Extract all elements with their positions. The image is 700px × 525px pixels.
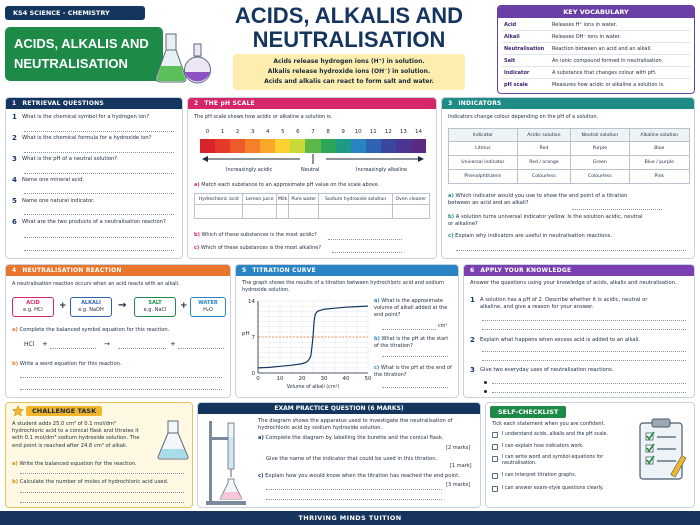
answer-line[interactable] (492, 383, 686, 384)
vocab-def: Reaction between an acid and an alkali. (552, 46, 652, 52)
section-title: APPLY YOUR KNOWLEDGE (480, 267, 572, 274)
ph-intro: The pH scale shows how acidic or alkaline a solution is. (194, 114, 333, 120)
salt-box (134, 297, 176, 317)
water-example: H₂O (203, 307, 213, 313)
substance-cell: Pure water (289, 194, 319, 205)
ph-colour-block (351, 139, 367, 153)
question-text: What is the approximate volume of alkali added at the end point? (374, 298, 448, 318)
alkali-box (70, 297, 112, 317)
equation-blank[interactable] (178, 348, 224, 349)
question (470, 337, 688, 344)
water-label: WATER (198, 300, 218, 306)
answer-line[interactable] (24, 214, 174, 215)
question-text: What is the pH at the end of the titration? (374, 365, 452, 378)
vocab-row (502, 68, 690, 79)
question-number: 5 (12, 197, 17, 205)
question-text: What is the pH at the start of the titration? (374, 336, 449, 349)
question-text: What is the chemical symbol for a hydrogen ion? (22, 114, 150, 120)
question-a: a) What is the approximate volume of alkali added at the end point? (374, 298, 448, 318)
ph-colour-block (230, 139, 246, 153)
question-number: 1 (470, 296, 475, 304)
checklist-item: I understand acids, alkalis and the pH scale. (502, 432, 609, 437)
question-text: Complete the balanced symbol equation for this reaction. (19, 327, 170, 333)
question (12, 135, 176, 142)
substance-row (195, 194, 430, 205)
substance-cell: Lemon juice (243, 194, 277, 205)
acid-box (12, 297, 54, 317)
answer-line[interactable] (266, 499, 442, 500)
checklist-item: I can explain how indicators work. (502, 444, 584, 449)
question (12, 156, 176, 163)
answer-line[interactable] (456, 250, 686, 251)
ph-colour-block (396, 139, 412, 153)
question-c: c) Explain why indicators are useful in neutralisation reactions. (448, 233, 612, 239)
ph-number: 12 (384, 129, 392, 135)
ph-scale-header (188, 98, 436, 109)
section-number: 3 (448, 100, 453, 107)
vocab-def: Measures how acidic or alkaline a solution is. (552, 82, 665, 88)
question-text: A solution turns universal indicator yellow. Is the solution acidic, neutral or alkaline? (448, 214, 643, 227)
checkbox[interactable] (492, 456, 498, 462)
ph-colour-bar (200, 139, 426, 153)
indicators-panel (441, 97, 695, 259)
table-cell: Green (571, 156, 630, 170)
vocab-term: Alkali (504, 34, 520, 40)
checkbox[interactable] (492, 486, 498, 492)
answer-line[interactable] (24, 193, 174, 194)
answer-line[interactable] (20, 389, 222, 390)
section-title: RETRIEVAL QUESTIONS (22, 100, 104, 107)
plus-sign: + (59, 301, 67, 311)
main-title-line2: NEUTRALISATION (252, 27, 446, 52)
section-number: 2 (194, 100, 199, 107)
checkbox[interactable] (492, 444, 498, 450)
answer-cell[interactable] (392, 205, 429, 219)
ph-colour-block (275, 139, 291, 153)
question-c: c) Which of these substances is the most alkaline? (194, 245, 321, 251)
section-number: 4 (12, 267, 17, 274)
marks-a: [2 marks] (446, 445, 471, 451)
question-number: 2 (470, 336, 475, 344)
question-a: a) Write the balanced equation for the reaction. (12, 461, 137, 467)
answer-line[interactable] (24, 250, 174, 251)
apply-header (464, 265, 694, 276)
section-number: 6 (470, 267, 475, 274)
question-number: 1 (12, 113, 17, 121)
question-text: Name one mineral acid. (22, 177, 85, 183)
ph-number: 9 (341, 129, 345, 135)
answer-cell[interactable] (319, 205, 392, 219)
marks-b: [1 mark] (450, 463, 472, 469)
ph-number: 8 (326, 129, 330, 135)
ph-number: 14 (414, 129, 422, 135)
challenge-text: A student adds 25.0 cm³ of 0.1 mol/dm³ hydrochloric acid to a conical flask and titrates it with 0.1 mol/dm³ sodium hydroxide solution. The end point is reached after 24.8 cm³ of alkali. (12, 421, 140, 449)
table-cell: Purple (571, 142, 630, 156)
checklist-item: I can answer exam-style questions clearly. (502, 486, 604, 491)
salt-label: SALT (148, 300, 162, 306)
answer-line[interactable] (24, 131, 174, 132)
ph-number: 2 (235, 129, 240, 135)
ph-colour-block (245, 139, 261, 153)
alkaline-arrowhead (418, 156, 424, 162)
exam-title: EXAM PRACTICE QUESTION (6 MARKS) (198, 403, 480, 414)
title-badge (5, 27, 163, 81)
answer-line[interactable] (266, 489, 442, 490)
ph-number: 13 (399, 129, 407, 135)
question-text: Match each substance to an approximate pH value on the scale above. (201, 182, 380, 188)
checkbox[interactable] (492, 432, 498, 438)
acid-label: ACID (26, 300, 40, 306)
question-b (266, 456, 466, 462)
question-b: b) A solution turns universal indicator yellow. Is the solution acidic, neutral or alkaline? (448, 214, 643, 227)
apply-panel (463, 264, 695, 398)
summary-line-2: Alkalis release hydroxide ions (OH⁻) in solution. (267, 68, 431, 75)
question-text: Explain how you would know when the titration has reached the end point. (265, 473, 460, 479)
question-text: Complete the diagram by labelling the burette and the conical flask. (265, 435, 444, 441)
reaction-arrow: → (118, 300, 127, 311)
section-title: NEUTRALISATION REACTION (22, 267, 122, 274)
acid-arrowhead (202, 156, 208, 162)
plus-sign: + (42, 340, 48, 348)
label-acidic: Increasingly acidic (226, 167, 273, 173)
alkali-label: ALKALI (81, 300, 101, 306)
question-text: What is the pH of a neutral solution? (22, 156, 118, 162)
ph-colour-block (381, 139, 397, 153)
answer-line[interactable] (20, 502, 184, 503)
badge-title-line2: NEUTRALISATION (14, 56, 128, 71)
titration-chart (238, 295, 376, 397)
titration-header (236, 265, 458, 276)
section-title: THE pH SCALE (204, 100, 255, 107)
question-a: a) Match each substance to an approximate pH value on the scale above. (194, 182, 380, 188)
question-a: a) Complete the diagram by labelling the burette and the conical flask. (258, 435, 444, 441)
column-header: Indicator (449, 129, 518, 142)
clipboard-checklist-icon (636, 417, 690, 481)
flask-purple-icon (185, 44, 211, 83)
ph-colour-block (321, 139, 337, 153)
substance-table (194, 193, 430, 219)
answer-line[interactable] (382, 329, 436, 330)
x-tick-label: 40 (342, 376, 350, 382)
checklist-item: I can write word and symbol equations for neutralisation. (502, 455, 604, 466)
table-row (449, 170, 690, 184)
question-c: c) Explain how you would know when the titration has reached the end point. (258, 473, 460, 479)
x-tick-label: 20 (298, 376, 306, 382)
checklist-title: SELF-CHECKLIST (490, 406, 566, 418)
section-number: 5 (242, 267, 247, 274)
table-cell: Blue / purple (629, 156, 689, 170)
conical-flask-icon (156, 419, 190, 461)
answer-line[interactable] (382, 387, 448, 388)
question-number: 2 (12, 134, 17, 142)
answer-line[interactable] (482, 320, 686, 321)
question-text: Which indicator would you use to show the end point of a titration between an acid and an alkali? (448, 193, 628, 206)
question-text: Explain what happens when excess acid is added to an alkali. (480, 337, 641, 343)
question (12, 177, 176, 184)
titration-apparatus-icon (204, 417, 252, 507)
marks-c: [3 marks] (446, 482, 471, 488)
ph-colour-block (290, 139, 306, 153)
x-tick-label: 50 (364, 376, 372, 382)
ph-number: 3 (250, 129, 255, 135)
question (470, 297, 670, 311)
table-cell: Litmus (449, 142, 518, 156)
titration-intro: The graph shows the results of a titration between hydrochloric acid and sodium hydroxide solution. (242, 280, 444, 293)
checklist-item: I can interpret titration graphs. (502, 473, 577, 478)
ph-colour-block (366, 139, 382, 153)
challenge-panel (5, 402, 193, 508)
substance-cell: Oven cleaner (392, 194, 429, 205)
answer-cell[interactable] (289, 205, 319, 219)
main-title-line1: ACIDS, ALKALIS AND (234, 3, 464, 28)
vocab-def: A substance that changes colour with pH. (552, 70, 657, 76)
indicators-intro: Indicators change colour depending on the pH of a solution. (448, 114, 599, 120)
question-text: Name one natural indicator. (22, 198, 95, 204)
table-cell: Colourless (571, 170, 630, 184)
footer-bar: THRIVING MINDS TUITION (0, 511, 700, 525)
vocab-row (502, 56, 690, 67)
summary-line-1: Acids release hydrogen ions (H⁺) in solution. (273, 58, 425, 65)
substance-cell: Sodium hydroxide solution (319, 194, 392, 205)
acid-example: e.g. HCl (23, 307, 43, 313)
vocab-term: pH scale (504, 82, 528, 88)
water-box (190, 297, 226, 317)
table-row (449, 156, 690, 170)
question-b: b) What is the pH at the start of the titration? (374, 336, 449, 349)
section-title: INDICATORS (458, 100, 502, 107)
question-number: 3 (470, 366, 475, 374)
answer-line[interactable] (24, 152, 174, 153)
vocab-term: Salt (504, 58, 516, 64)
ph-number: 10 (354, 129, 362, 135)
vocab-def: An ionic compound formed in neutralisation. (552, 58, 664, 64)
badge-title-line1: ACIDS, ALKALIS AND (14, 36, 149, 51)
ph-colour-block (411, 139, 427, 153)
vocab-term: Indicator (504, 70, 530, 76)
y-tick-label: 0 (251, 371, 255, 377)
y-tick-label: 14 (248, 299, 255, 305)
question-c: c) What is the pH at the end of the titration? (374, 365, 452, 378)
question-a: a) Which indicator would you use to show the end point of a titration between an acid and an alkali? (448, 193, 628, 206)
checklist-panel (485, 402, 695, 508)
answer-line[interactable] (20, 492, 184, 493)
indicator-table (448, 128, 690, 184)
x-tick-label: 0 (256, 376, 260, 382)
answer-line[interactable] (328, 239, 402, 240)
question-text: Calculate the number of moles of hydrochloric acid used. (19, 479, 169, 485)
label-neutral: Neutral (301, 167, 320, 173)
plus-sign: + (180, 301, 188, 311)
question-b: b) Write a word equation for this reaction. (12, 361, 122, 367)
question-text: Explain why indicators are useful in neutralisation reactions. (455, 233, 612, 239)
question-number: 4 (12, 176, 17, 184)
retrieval-header (6, 98, 182, 109)
vocab-row (502, 80, 690, 91)
bullet (484, 390, 487, 393)
neutralisation-header (6, 265, 230, 276)
vocab-term: Acid (504, 22, 517, 28)
titration-panel (235, 264, 459, 398)
vocab-row (502, 44, 690, 55)
ph-colour-block (260, 139, 276, 153)
ph-numbers (200, 129, 426, 137)
ph-arrows (200, 154, 426, 164)
question (12, 198, 176, 205)
table-cell: Colourless (517, 170, 570, 184)
table-cell: Universal indicator (449, 156, 518, 170)
ph-number: 5 (281, 129, 285, 135)
unit-label: cm³ (438, 324, 448, 329)
answer-line[interactable] (482, 329, 686, 330)
flasks-illustration (154, 30, 212, 86)
checklist-intro: Tick each statement when you are confident. (492, 421, 606, 427)
table-cell: Phenolphthalein (449, 170, 518, 184)
answer-cell[interactable] (243, 205, 277, 219)
column-header: Acidic solution (517, 129, 570, 142)
apply-intro: Answer the questions using your knowledge of acids, alkalis and neutralisation. (470, 280, 677, 286)
vocab-def: Releases H⁺ ions in water. (552, 22, 618, 28)
question-text: A solution has a pH of 2. Describe whether it is acidic, neutral or alkaline, and give a reason for your answer. (480, 297, 648, 310)
question-text: Give the name of the indicator that could be used in this titration. (266, 456, 438, 462)
question-number: 3 (12, 155, 17, 163)
question (12, 219, 176, 226)
alkali-example: e.g. NaOH (78, 307, 104, 313)
vocab-term: Neutralisation (504, 46, 545, 52)
retrieval-panel (5, 97, 183, 259)
question-text: Which of these substances is the most alkaline? (200, 245, 321, 251)
exam-panel (197, 402, 481, 508)
question-number: 6 (12, 218, 17, 226)
question-text: Which of these substances is the most acidic? (201, 232, 317, 238)
equation-blank[interactable] (50, 348, 96, 349)
neutralisation-panel (5, 264, 231, 398)
indicators-header (442, 98, 694, 109)
vocab-def: Releases OH⁻ ions in water. (552, 34, 621, 40)
vocab-panel (497, 5, 695, 94)
table-cell: Blue (629, 142, 689, 156)
question-a: a) Complete the balanced symbol equation for this reaction. (12, 327, 170, 333)
substance-cell: Hydrochloric acid (195, 194, 243, 205)
ph-colour-block (305, 139, 321, 153)
checkbox[interactable] (492, 473, 498, 479)
ph-colour-block (215, 139, 231, 153)
main-title (218, 4, 480, 52)
ph-number: 4 (266, 129, 270, 135)
question-text: What is the chemical formula for a hydroxide ion? (22, 135, 152, 141)
ph-number: 1 (220, 129, 225, 135)
x-tick-label: 10 (276, 376, 284, 382)
subject-tag: KS4 SCIENCE - CHEMISTRY (5, 6, 145, 20)
column-header: Alkaline solution (629, 129, 689, 142)
table-cell: Red / orange (517, 156, 570, 170)
ph-number: 7 (311, 129, 315, 135)
answer-line[interactable] (332, 252, 402, 253)
question-b: b) Which of these substances is the most acidic? (194, 232, 317, 238)
vocab-title: KEY VOCABULARY (498, 6, 694, 18)
x-axis-label: Volume of alkali (cm³) (286, 385, 340, 390)
column-header: Neutral solution (571, 129, 630, 142)
salt-example: e.g. NaCl (143, 307, 167, 313)
answer-cell[interactable] (277, 205, 289, 219)
exam-intro: The diagram shows the apparatus used to investigate the neutralisation of hydrochloric acid by sodium hydroxide solution. (258, 418, 453, 431)
vocab-row (502, 20, 690, 31)
section-number: 1 (12, 100, 17, 107)
indicator-header-row (449, 129, 690, 142)
ph-number: 0 (205, 129, 210, 135)
bullet (484, 381, 487, 384)
question (470, 367, 688, 374)
ph-scale-panel (187, 97, 437, 259)
ph-number: 6 (296, 129, 300, 135)
question-text: Write the balanced equation for the reaction. (19, 461, 137, 467)
question-text: Write a word equation for this reaction. (19, 361, 122, 367)
ph-colour-block (336, 139, 352, 153)
question-b: b) Calculate the number of moles of hydrochloric acid used. (12, 479, 169, 485)
equation-blank[interactable] (118, 348, 166, 349)
answer-line[interactable] (24, 173, 174, 174)
answer-line[interactable] (20, 473, 184, 474)
question (12, 114, 176, 121)
answer-line[interactable] (482, 360, 686, 361)
answer-line[interactable] (24, 237, 174, 238)
challenge-title: CHALLENGE TASK (26, 406, 102, 416)
answer-cell[interactable] (195, 205, 243, 219)
substance-cell: Milk (277, 194, 289, 205)
section-title: TITRATION CURVE (252, 267, 316, 274)
summary-line-3: Acids and alkalis can react to form salt and water. (264, 78, 434, 85)
question-text: What are the two products of a neutralisation reaction? (22, 219, 166, 225)
flask-green-icon (156, 34, 186, 82)
ph-colour-block (200, 139, 216, 153)
star-icon (12, 405, 24, 417)
answer-row[interactable] (195, 205, 430, 219)
table-cell: Red (517, 142, 570, 156)
equation-start: HCl (24, 341, 35, 348)
answer-line[interactable] (482, 351, 686, 352)
answer-line[interactable] (382, 356, 448, 357)
vocab-row (502, 32, 690, 43)
y-tick-label: 7 (251, 335, 255, 341)
answer-line[interactable] (20, 377, 222, 378)
table-row (449, 142, 690, 156)
answer-line[interactable] (492, 392, 686, 393)
label-alkaline: Increasingly alkaline (356, 167, 408, 173)
ph-number: 11 (369, 129, 377, 135)
y-axis-label: pH (242, 331, 250, 337)
answer-line[interactable] (572, 209, 662, 210)
summary-box (233, 54, 465, 90)
plus-sign: + (170, 340, 176, 348)
x-tick-label: 30 (320, 376, 328, 382)
neutralisation-intro: A neutralisation reaction occurs when an acid reacts with an alkali. (12, 281, 180, 287)
table-cell: Pink (629, 170, 689, 184)
question-text: Give two everyday uses of neutralisation reactions. (480, 367, 614, 373)
reaction-arrow: → (104, 340, 110, 348)
